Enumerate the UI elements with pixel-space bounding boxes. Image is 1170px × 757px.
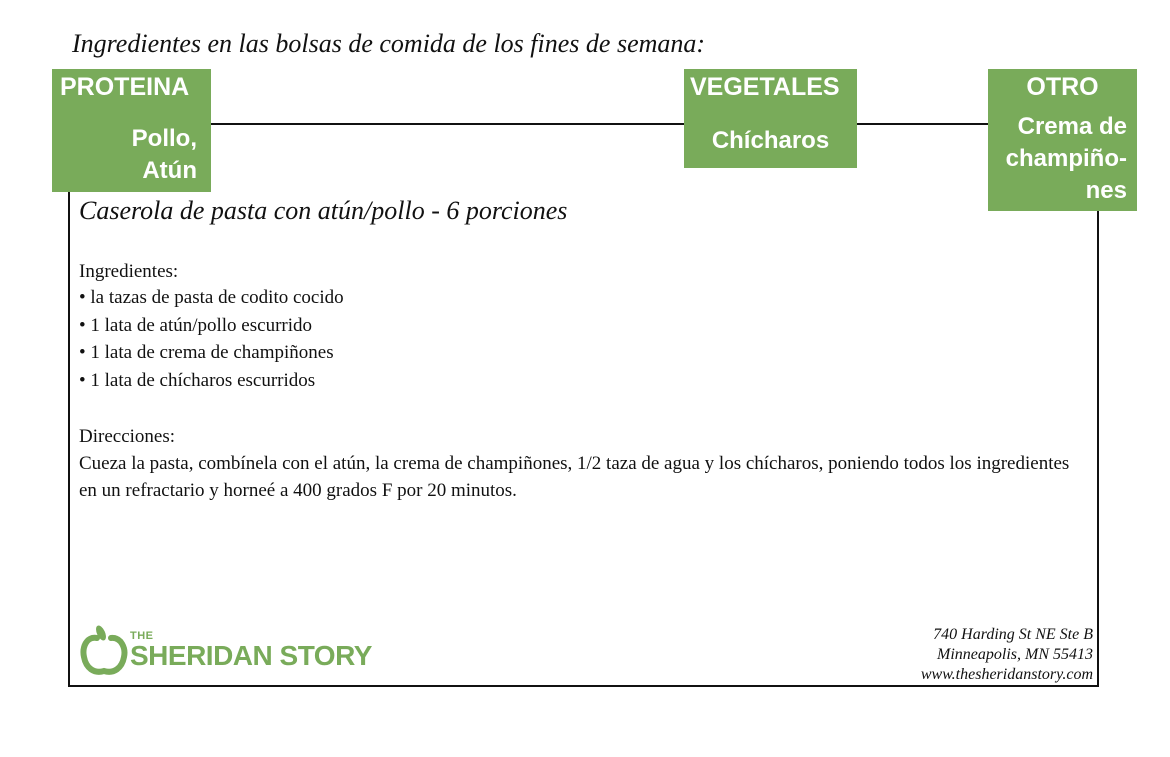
logo-small-text: THE [130,630,154,642]
apple-icon [80,624,128,676]
vegetables-tag-items: Chícharos [711,127,830,154]
website-text: www.thesheridanstory.com [920,666,1093,683]
address-line-2: Minneapolis, MN 55413 [937,646,1093,663]
other-tag-items: Crema de champiño- nes [1005,113,1127,204]
vegetables-tag-label: VEGETALES [690,73,840,101]
protein-tag-items: Pollo, Atún [131,125,197,184]
protein-tag-label: PROTEINA [60,73,190,101]
address-block [921,625,1093,685]
logo-big-text: SHERIDAN STORY [130,640,372,671]
connector-line-right [857,123,988,125]
ingredients-list [79,284,344,394]
list-item: • 1 lata de chícharos escurridos [79,367,344,395]
vegetables-tag [684,69,857,168]
list-item: • 1 lata de crema de champiñones [79,339,344,367]
ingredients-label: Ingredientes: [79,261,179,282]
other-tag [988,69,1137,211]
connector-line-left [211,123,684,125]
address-line-1: 740 Harding St NE Ste B [933,626,1093,643]
directions-text: Cueza la pasta, combínela con el atún, la crema de champiñones, 1/2 taza de agua y los chícharos, poniendo todos los ingredientes en un refractario y horneé a 400 grados F por 20 minutos. [79,453,1070,501]
directions-label: Direcciones: [79,426,176,447]
list-item: • la tazas de pasta de codito cocido [79,284,344,312]
sheridan-story-logo [80,624,400,676]
other-tag-label: OTRO [1026,73,1099,101]
page-title: Ingredientes en las bolsas de comida de los fines de semana: [72,29,706,58]
recipe-title: Caserola de pasta con atún/pollo - 6 porciones [79,196,568,225]
list-item: • 1 lata de atún/pollo escurrido [79,312,344,340]
protein-tag [52,69,211,192]
